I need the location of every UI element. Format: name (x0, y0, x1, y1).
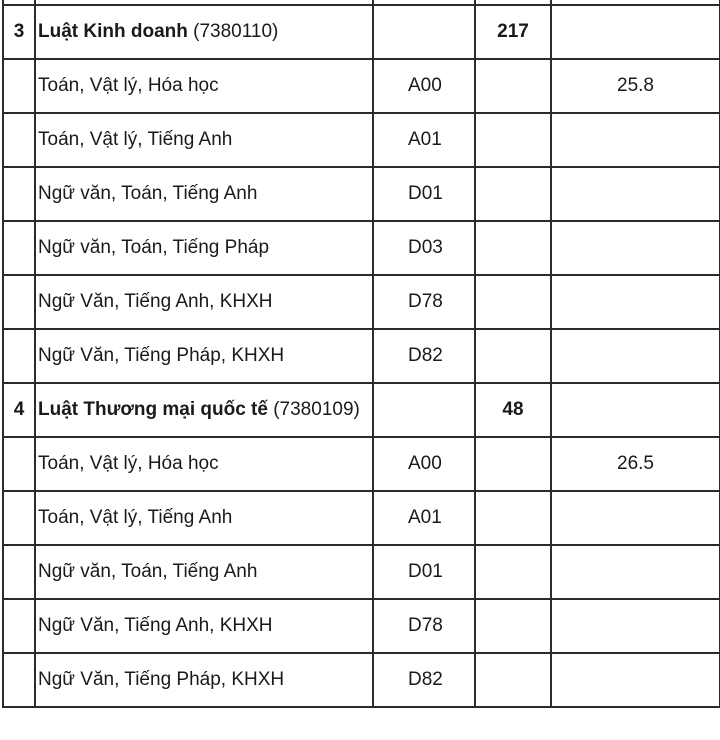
major-title-cell (35, 5, 373, 59)
major-header-row (3, 383, 720, 437)
cutoff-score (551, 545, 720, 599)
subject-combination: Ngữ Văn, Tiếng Pháp, KHXH (35, 329, 373, 383)
cutoff-score (551, 491, 720, 545)
major-code: (7380110) (193, 21, 279, 42)
block-code: D78 (373, 599, 475, 653)
major-index: 3 (3, 5, 35, 59)
cutoff-score (551, 599, 720, 653)
subject-combination: Toán, Vật lý, Hóa học (35, 59, 373, 113)
cutoff-score (551, 653, 720, 707)
subject-combination: Toán, Vật lý, Tiếng Anh (35, 113, 373, 167)
subject-combination: Ngữ Văn, Tiếng Anh, KHXH (35, 599, 373, 653)
subject-combination: Ngữ văn, Toán, Tiếng Pháp (35, 221, 373, 275)
cutoff-score (551, 329, 720, 383)
table-row (3, 275, 720, 329)
subject-combination: Toán, Vật lý, Hóa học (35, 437, 373, 491)
table-row (3, 599, 720, 653)
table-row (3, 545, 720, 599)
major-name: Luật Thương mại quốc tế (38, 399, 268, 420)
major-quota: 217 (475, 5, 551, 59)
block-code: D01 (373, 167, 475, 221)
block-code: A00 (373, 437, 475, 491)
cutoff-score: 26.5 (551, 437, 720, 491)
subject-combination: Ngữ Văn, Tiếng Pháp, KHXH (35, 653, 373, 707)
table-row (3, 113, 720, 167)
table-row (3, 653, 720, 707)
major-header-row (3, 5, 720, 59)
subject-combination: Toán, Vật lý, Tiếng Anh (35, 491, 373, 545)
major-quota: 48 (475, 383, 551, 437)
block-code: D82 (373, 653, 475, 707)
major-index: 4 (3, 383, 35, 437)
table-row (3, 167, 720, 221)
table-row (3, 437, 720, 491)
admission-table (2, 0, 720, 708)
cutoff-score: 25.8 (551, 59, 720, 113)
block-code: A01 (373, 491, 475, 545)
subject-combination: Ngữ Văn, Tiếng Anh, KHXH (35, 275, 373, 329)
block-code: D78 (373, 275, 475, 329)
subject-combination: Ngữ văn, Toán, Tiếng Anh (35, 545, 373, 599)
cutoff-score (551, 275, 720, 329)
major-name: Luật Kinh doanh (38, 21, 188, 42)
major-code: (7380109) (273, 399, 360, 420)
table-row (3, 59, 720, 113)
table-row (3, 221, 720, 275)
subject-combination: Ngữ văn, Toán, Tiếng Anh (35, 167, 373, 221)
block-code: D03 (373, 221, 475, 275)
cutoff-score (551, 167, 720, 221)
block-code: D82 (373, 329, 475, 383)
table-row (3, 329, 720, 383)
block-code: D01 (373, 545, 475, 599)
block-code: A00 (373, 59, 475, 113)
major-title-cell (35, 383, 373, 437)
table-row (3, 491, 720, 545)
cutoff-score (551, 113, 720, 167)
block-code: A01 (373, 113, 475, 167)
cutoff-score (551, 221, 720, 275)
